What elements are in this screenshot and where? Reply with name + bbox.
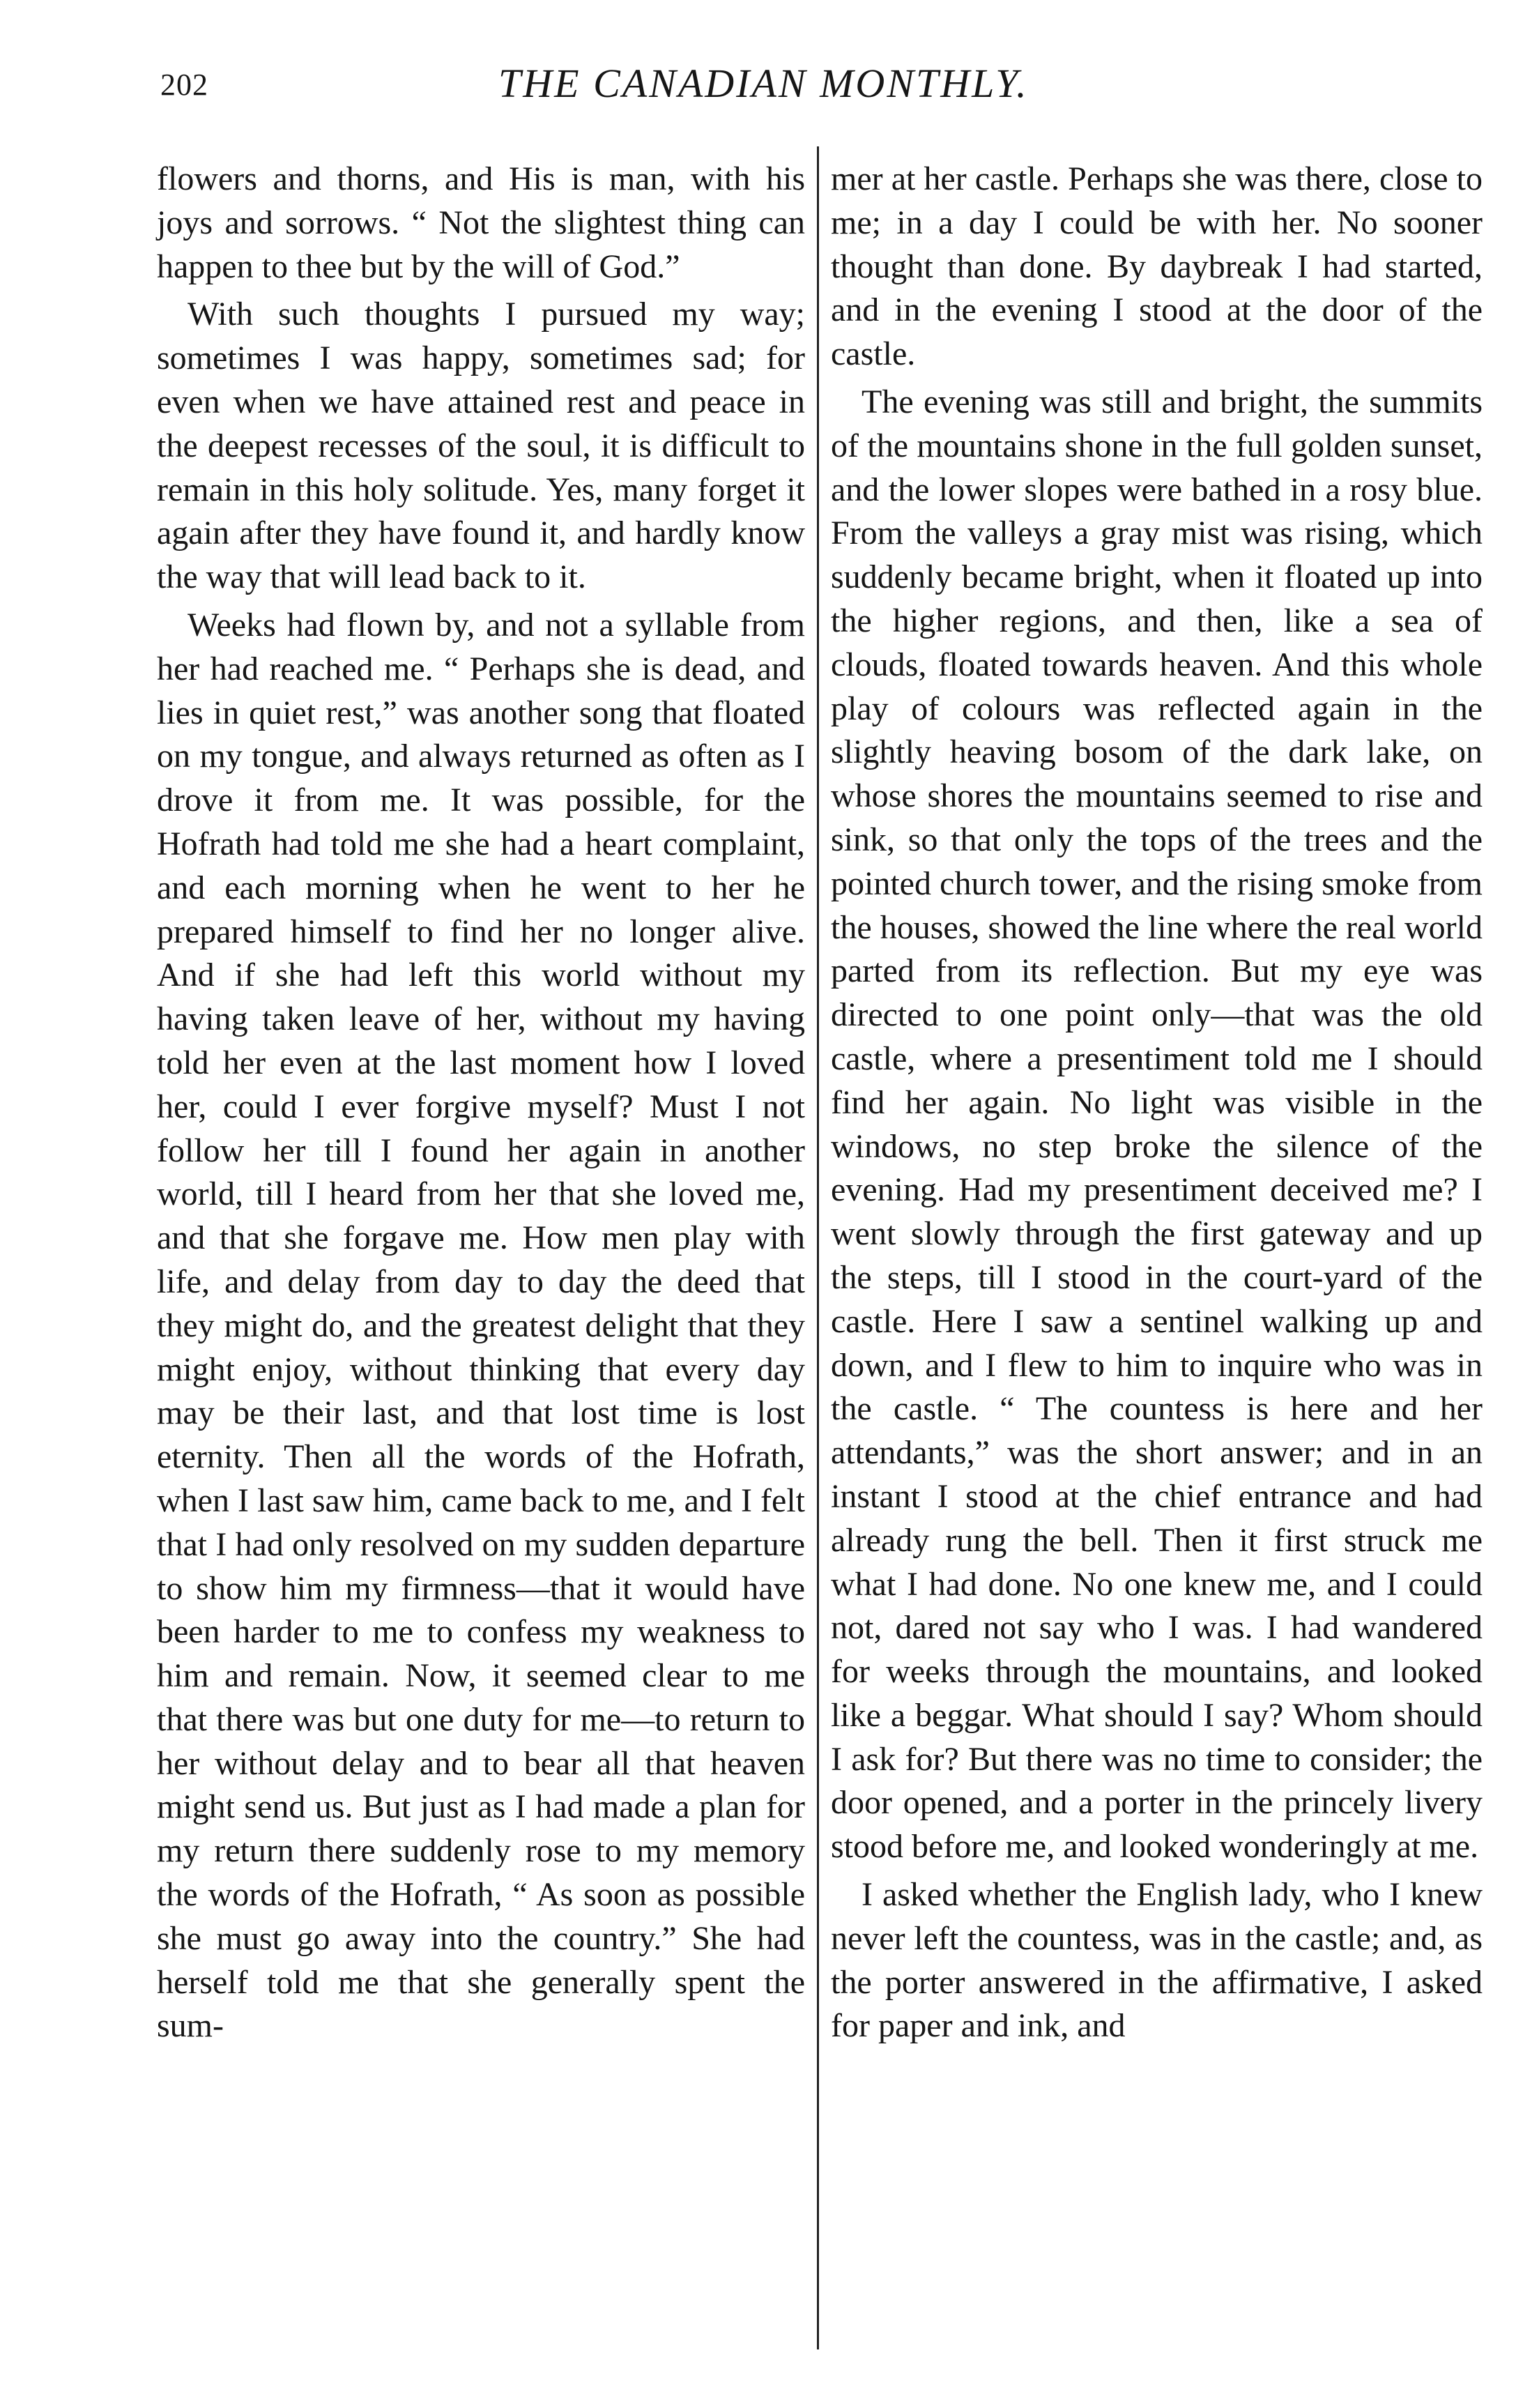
column-divider [817,146,819,2349]
right-paragraph-3: I asked whether the English lady, who I knew never left the countess, was in the castle; and, as the porter answered in the affirmative, I asked for paper and ink, and [831,1876,1483,2045]
page-number: 202 [160,68,208,102]
right-paragraph-2: The evening was still and bright, the summits of the mountains shone in the full golden sunset, and the lower slopes were bathed in a rosy blue. From the valleys a gray mist was rising, which suddenly became bright, when it floated up into the higher regions, and then, like a sea of clouds, floated towards heaven. And this whole play of colours was reflected again in the slightly heaving bosom of the dark lake, on whose shores the mountains seemed to rise and sink, so that only the tops of the trees and the pointed church tower, and the rising smoke from the houses, showed the line where the real world parted from its reflection. But my eye was directed to one point only—that was the old castle, where a presentiment told me I should find her again. No light was visible in the windows, no step broke the silence of the evening. Had my presentiment deceived me? I went slowly through the first gateway and up the steps, till I stood in the court-yard of the castle. Here I saw a sentinel walking up and down, and I flew to him to inquire who was in the castle. “ The countess is here and her attendants,” was the short answer; and in an instant I stood at the chief entrance and had already rung the bell. Then it first struck me what I had done. No one knew me, and I could not, dared not say who I was. I had wandered for weeks through the mountains, and looked like a beggar. What should I say? Whom should I ask for? But there was no time to consider; the door opened, and a porter in the princely livery stood before me, and looked wonderingly at me. [831,383,1483,1866]
right-paragraph-1: mer at her castle. Perhaps she was there, close to me; in a day I could be with her. No sooner thought than done. By daybreak I had started, and in the evening I stood at the door of the castle. [831,160,1483,373]
left-paragraph-1: flowers and thorns, and His is man, with his joys and sorrows. “ Not the slightest thing can happen to thee but by the will of God.” [157,160,805,285]
page-header [160,60,1488,116]
left-column [157,158,805,2048]
right-column [831,158,1483,2048]
left-paragraph-3: Weeks had flown by, and not a syllable from her had reached me. “ Perhaps she is dead, and lies in quiet rest,” was another song that floated on my tongue, and always returned as often as I drove it from me. It was possible, for the Hofrath had told me she had a heart complaint, and each morning when he went to her he prepared himself to find her no longer alive. And if she had left this world without my having taken leave of her, without my having told her even at the last moment how I loved her, could I ever forgive myself? Must I not follow her till I found her again in another world, till I heard from her that she loved me, and that she forgave me. How men play with life, and delay from day to day the deed that they might do, and the greatest delight that they might enjoy, without thinking that every day may be their last, and that lost time is lost eternity. Then all the words of the Hofrath, when I last saw him, came back to me, and I felt that I had only resolved on my sudden departure to show him my firmness—that it would have been harder to me to confess my weakness to him and remain. Now, it seemed clear to me that there was but one duty for me—to return to her without delay and to bear all that heaven might send us. But just as I had made a plan for my return there suddenly rose to my memory the words of the Hofrath, “ As soon as possible she must go away into the country.” She had herself told me that she generally spent the sum- [157,606,805,2045]
running-title: THE CANADIAN MONTHLY. [498,61,1029,106]
left-paragraph-2: With such thoughts I pursued my way; sometimes I was happy, sometimes sad; for even when we have attained rest and peace in the deepest recesses of the soul, it is difficult to remain in this holy solitude. Yes, many forget it again after they have found it, and hardly know the way that will lead back to it. [157,296,805,596]
